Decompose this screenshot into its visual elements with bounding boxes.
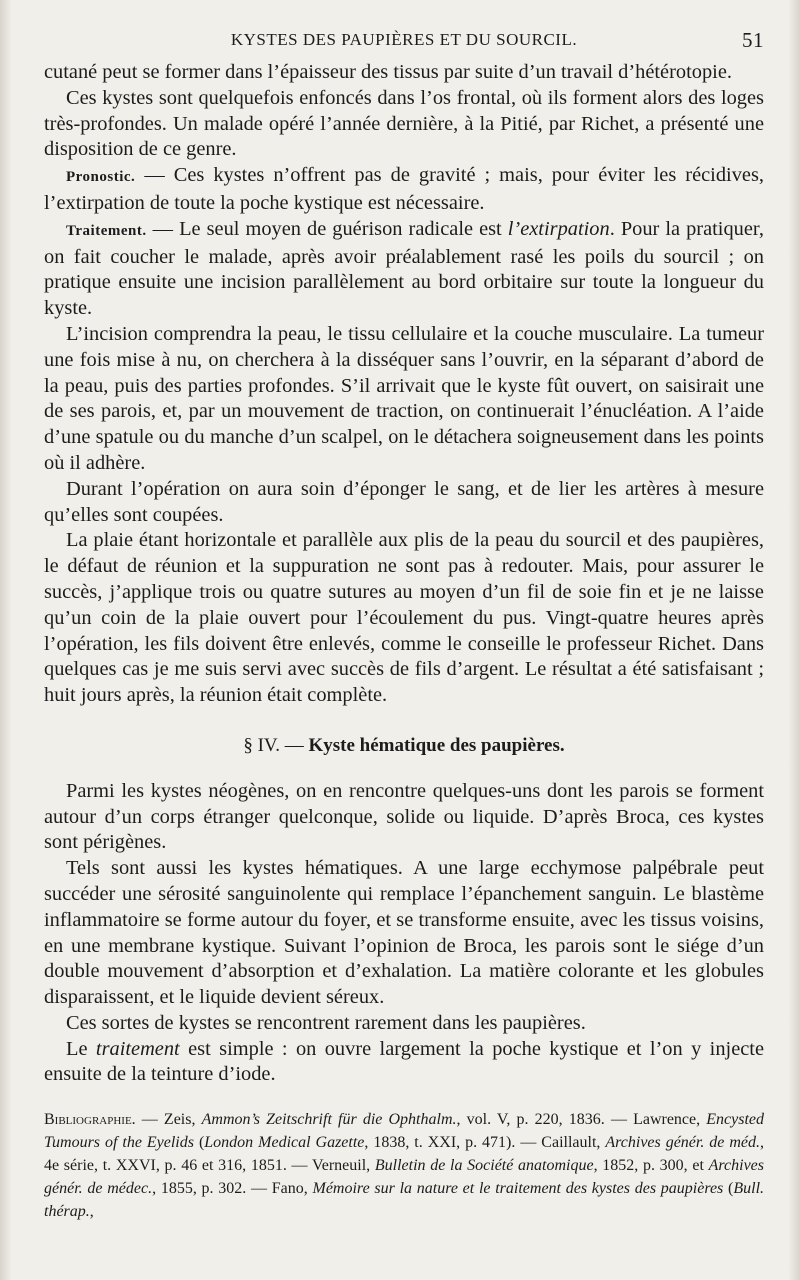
paragraph-last	[44, 1037, 764, 1089]
bibliography-label: Bibliographie.	[44, 1111, 136, 1129]
main-text	[44, 60, 764, 1088]
last-emphasis: traitement	[95, 1037, 180, 1060]
paragraph-continued: cutané peut se former dans l’épaisseur des tissus par suite d’un travail d’hétérotopie.	[44, 61, 732, 83]
bib-text: (	[193, 1134, 205, 1152]
paragraph-pronostic	[44, 163, 764, 217]
bib-title: Bull. thérap.	[44, 1180, 765, 1221]
bib-text: — Zeis,	[135, 1111, 202, 1129]
page-edge-shadow	[788, 0, 800, 1280]
paragraph: L’incision comprendra la peau, le tissu cellulaire et la couche musculaire. La tumeur une fois mise à nu, on cherchera à la disséquer sans l’ouvrir, en la séparant d’abord de la peau, puis des parties profondes. S’il arrivait que le kyste fût ouvert, on saisirait une de ses parois, et, par un mouvement de traction, on continuerait l’énucléation. A l’aide d’une spatule ou du manche d’un scalpel, on le détachera soigneusement dans les points où il adhère.	[44, 322, 764, 474]
bib-text: , vol. V, p. 220, 1836. — Lawrence,	[456, 1111, 707, 1129]
bib-text: , 1852, p. 300, et	[593, 1157, 709, 1175]
section-number: § IV.	[243, 734, 280, 756]
traitement-text-2: . Pour la pratiquer, on fait coucher le malade, après avoir préalablement rasé les poils du sourcil ; on pratique ensuite une incision parallèlement au bord orbitaire sur toute la longueur du kyste.	[44, 217, 764, 320]
paragraph: Ces kystes sont quelquefois enfoncés dans l’os frontal, où ils forment alors des loges très-profondes. Un malade opéré l’année dernière, à la Pitié, par Richet, a présenté une disposition de ce genre.	[44, 86, 764, 161]
section-dash: —	[279, 734, 309, 756]
running-header	[44, 20, 764, 60]
pronostic-text: — Ces kystes n’offrent pas de gravité ; mais, pour éviter les récidives, l’extirpation de toute la poche kystique est nécessaire.	[44, 164, 764, 214]
section-title: Kyste hématique des paupières.	[308, 734, 565, 756]
bib-text: , 1838, t. XXI, p. 471). — Caillault,	[364, 1134, 606, 1152]
bib-title: Mémoire sur la nature et le traitement des kystes des paupières	[312, 1180, 724, 1198]
paragraph: Tels sont aussi les kystes hématiques. A une large ecchymose palpébrale peut succéder une sérosité sanguinolente qui remplace l’épanchement sanguin. Le blastème inflammatoire se forme autour du foyer, et se transforme ensuite, avec les tissus voisins, en une membrane kystique. Suivant l’opinion de Broca, les parois sont le siége d’un double mouvement d’absorption et d’exhalation. La matière colorante et les globules disparaissent, et le liquide devient séreux.	[44, 857, 764, 1009]
bib-title: Bulletin de la Société anatomique	[374, 1157, 594, 1175]
paragraph: La plaie étant horizontale et parallèle aux plis de la peau du sourcil et des paupières, le défaut de réunion et la suppuration ne sont pas à redouter. Mais, pour assurer le succès, j’applique trois ou quatre sutures au moyen d’un fil de soie fin et je ne laisse qu’un coin de la plaie ouvert pour l’écoulement du pus. Vingt-quatre heures après l’opération, les fils doivent être enlevés, comme le conseille le professeur Richet. Dans quelques cas je me suis servi avec succès de fils d’argent. Le résultat a été satisfaisant ; huit jours après, la réunion était complète.	[44, 529, 764, 707]
run-in-heading-pronostic: Pronostic.	[66, 169, 136, 186]
page-number: 51	[742, 28, 764, 52]
bibliography-paragraph	[44, 1108, 764, 1223]
bib-title: Archives génér. de méd.	[605, 1134, 761, 1152]
section-heading	[44, 733, 764, 759]
bib-title: London Medical Gazette	[204, 1134, 365, 1152]
traitement-text-1: — Le seul moyen de guérison radicale est	[146, 217, 508, 240]
bib-text: , 1855, p. 302. — Fano,	[152, 1180, 313, 1198]
bibliography	[44, 1108, 764, 1223]
bib-text: (	[723, 1180, 734, 1198]
running-title: KYSTES DES PAUPIÈRES ET DU SOURCIL.	[230, 30, 578, 49]
paragraph: Ces sortes de kystes se rencontrent rarement dans les paupières.	[66, 1011, 586, 1034]
bib-title: Encysted Tumours of the Eyelids	[44, 1111, 765, 1152]
paragraph: Parmi les kystes néogènes, on en rencontre quelques-uns dont les parois se forment autour d’un corps étranger quelconque, solide ou liquide. D’après Broca, ces kystes sont périgènes.	[44, 779, 764, 854]
paragraph-traitement	[44, 217, 764, 322]
bib-text: ,	[89, 1203, 94, 1221]
bib-title: Ammon’s Zeitschrift für die Ophthalm.	[201, 1111, 457, 1129]
bib-title: Archives génér. de médec.	[44, 1157, 765, 1198]
paragraph: Durant l’opération on aura soin d’éponger le sang, et de lier les artères à mesure qu’elles sont coupées.	[44, 477, 764, 526]
last-text-2: est simple : on ouvre largement la poche kystique et l’on y injecte ensuite de la teinture d’iode.	[44, 1037, 765, 1086]
bib-text: , 4e série, t. XXVI, p. 46 et 316, 1851. — Verneuil,	[44, 1134, 765, 1175]
traitement-emphasis: l’extirpation	[507, 217, 610, 240]
page-gutter-shadow	[0, 0, 12, 1280]
last-text-1: Le	[66, 1037, 96, 1060]
run-in-heading-traitement: Traitement.	[66, 222, 147, 239]
